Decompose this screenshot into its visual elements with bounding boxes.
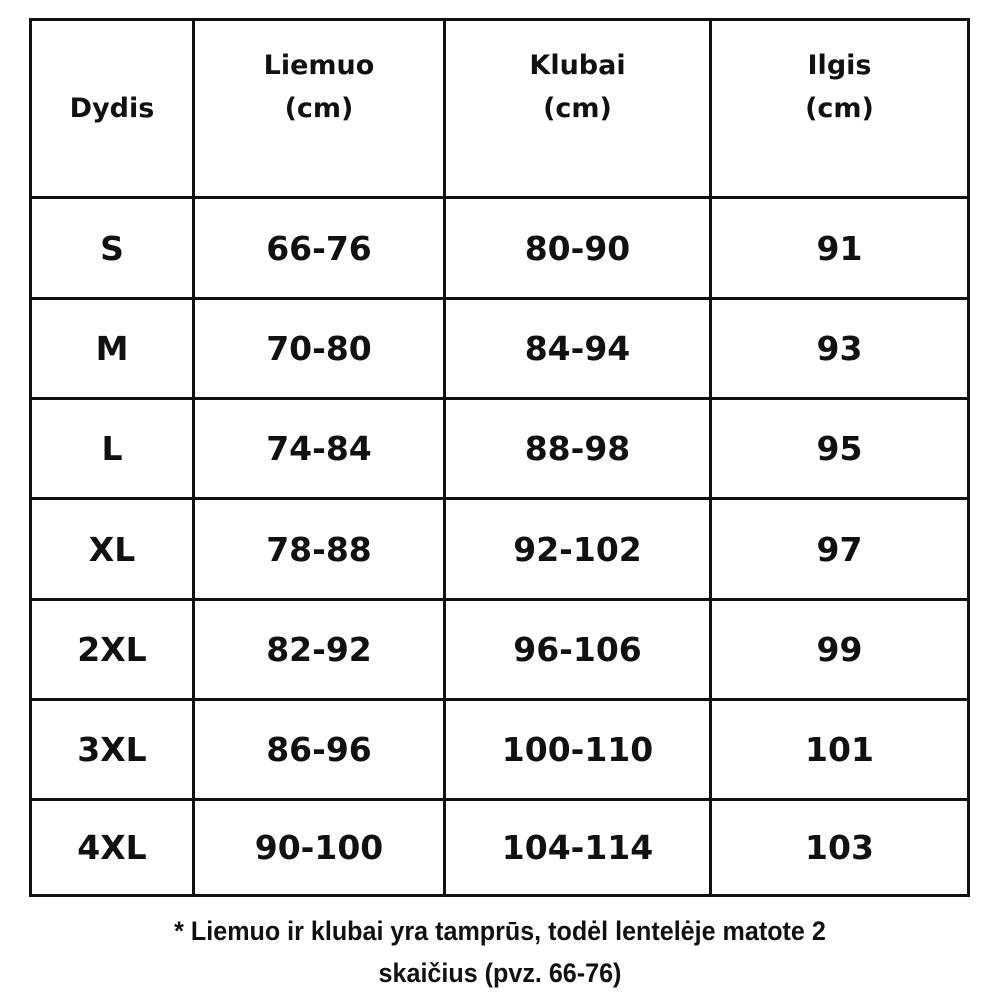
cell-waist: 90-100 [192, 801, 443, 894]
header-label: Liemuo [263, 49, 375, 81]
table-row [32, 798, 967, 894]
cell-waist: 70-80 [192, 300, 443, 397]
cell-length: 103 [709, 801, 967, 894]
header-unit: (cm) [284, 92, 354, 124]
cell-hips: 100-110 [443, 701, 709, 798]
cell-waist: 78-88 [192, 500, 443, 598]
table-row [32, 196, 967, 297]
footnote [35, 910, 965, 994]
header-size [32, 21, 192, 196]
header-unit: (cm) [543, 92, 612, 124]
cell-waist: 82-92 [192, 601, 443, 698]
cell-size: L [101, 429, 123, 468]
header-label: Klubai [529, 49, 626, 81]
table-header-row [32, 21, 967, 196]
size-chart-table [29, 18, 970, 897]
cell-waist: 86-96 [192, 701, 443, 798]
cell-waist: 66-76 [192, 199, 443, 297]
cell-hips: 80-90 [443, 199, 709, 297]
cell-size: 2XL [77, 630, 147, 669]
table-row [32, 297, 967, 397]
cell-hips: 88-98 [443, 400, 709, 497]
cell-length: 97 [709, 500, 967, 598]
table-row [32, 497, 967, 598]
cell-size: M [95, 329, 129, 368]
cell-length: 101 [709, 701, 967, 798]
header-hips [443, 21, 709, 196]
footnote-line-1: * Liemuo ir klubai yra tamprūs, todėl lentelėje matote 2 [174, 916, 826, 946]
header-waist [192, 21, 443, 196]
table-row [32, 698, 967, 798]
cell-size: XL [88, 529, 136, 569]
cell-waist: 74-84 [192, 400, 443, 497]
cell-hips: 92-102 [443, 500, 709, 598]
header-length [709, 21, 967, 196]
cell-length: 93 [709, 300, 967, 397]
cell-length: 95 [709, 400, 967, 497]
cell-size: S [100, 228, 124, 268]
cell-length: 99 [709, 601, 967, 698]
cell-hips: 84-94 [443, 300, 709, 397]
table-row [32, 598, 967, 698]
footnote-line-2: skaičius (pvz. 66-76) [378, 958, 622, 988]
cell-hips: 104-114 [443, 801, 709, 894]
cell-length: 91 [709, 199, 967, 297]
header-unit: (cm) [805, 92, 874, 124]
header-label: Ilgis [807, 49, 872, 81]
cell-size: 4XL [77, 828, 147, 867]
cell-hips: 96-106 [443, 601, 709, 698]
header-label: Dydis [69, 93, 155, 124]
table-row [32, 397, 967, 497]
cell-size: 3XL [77, 730, 147, 769]
